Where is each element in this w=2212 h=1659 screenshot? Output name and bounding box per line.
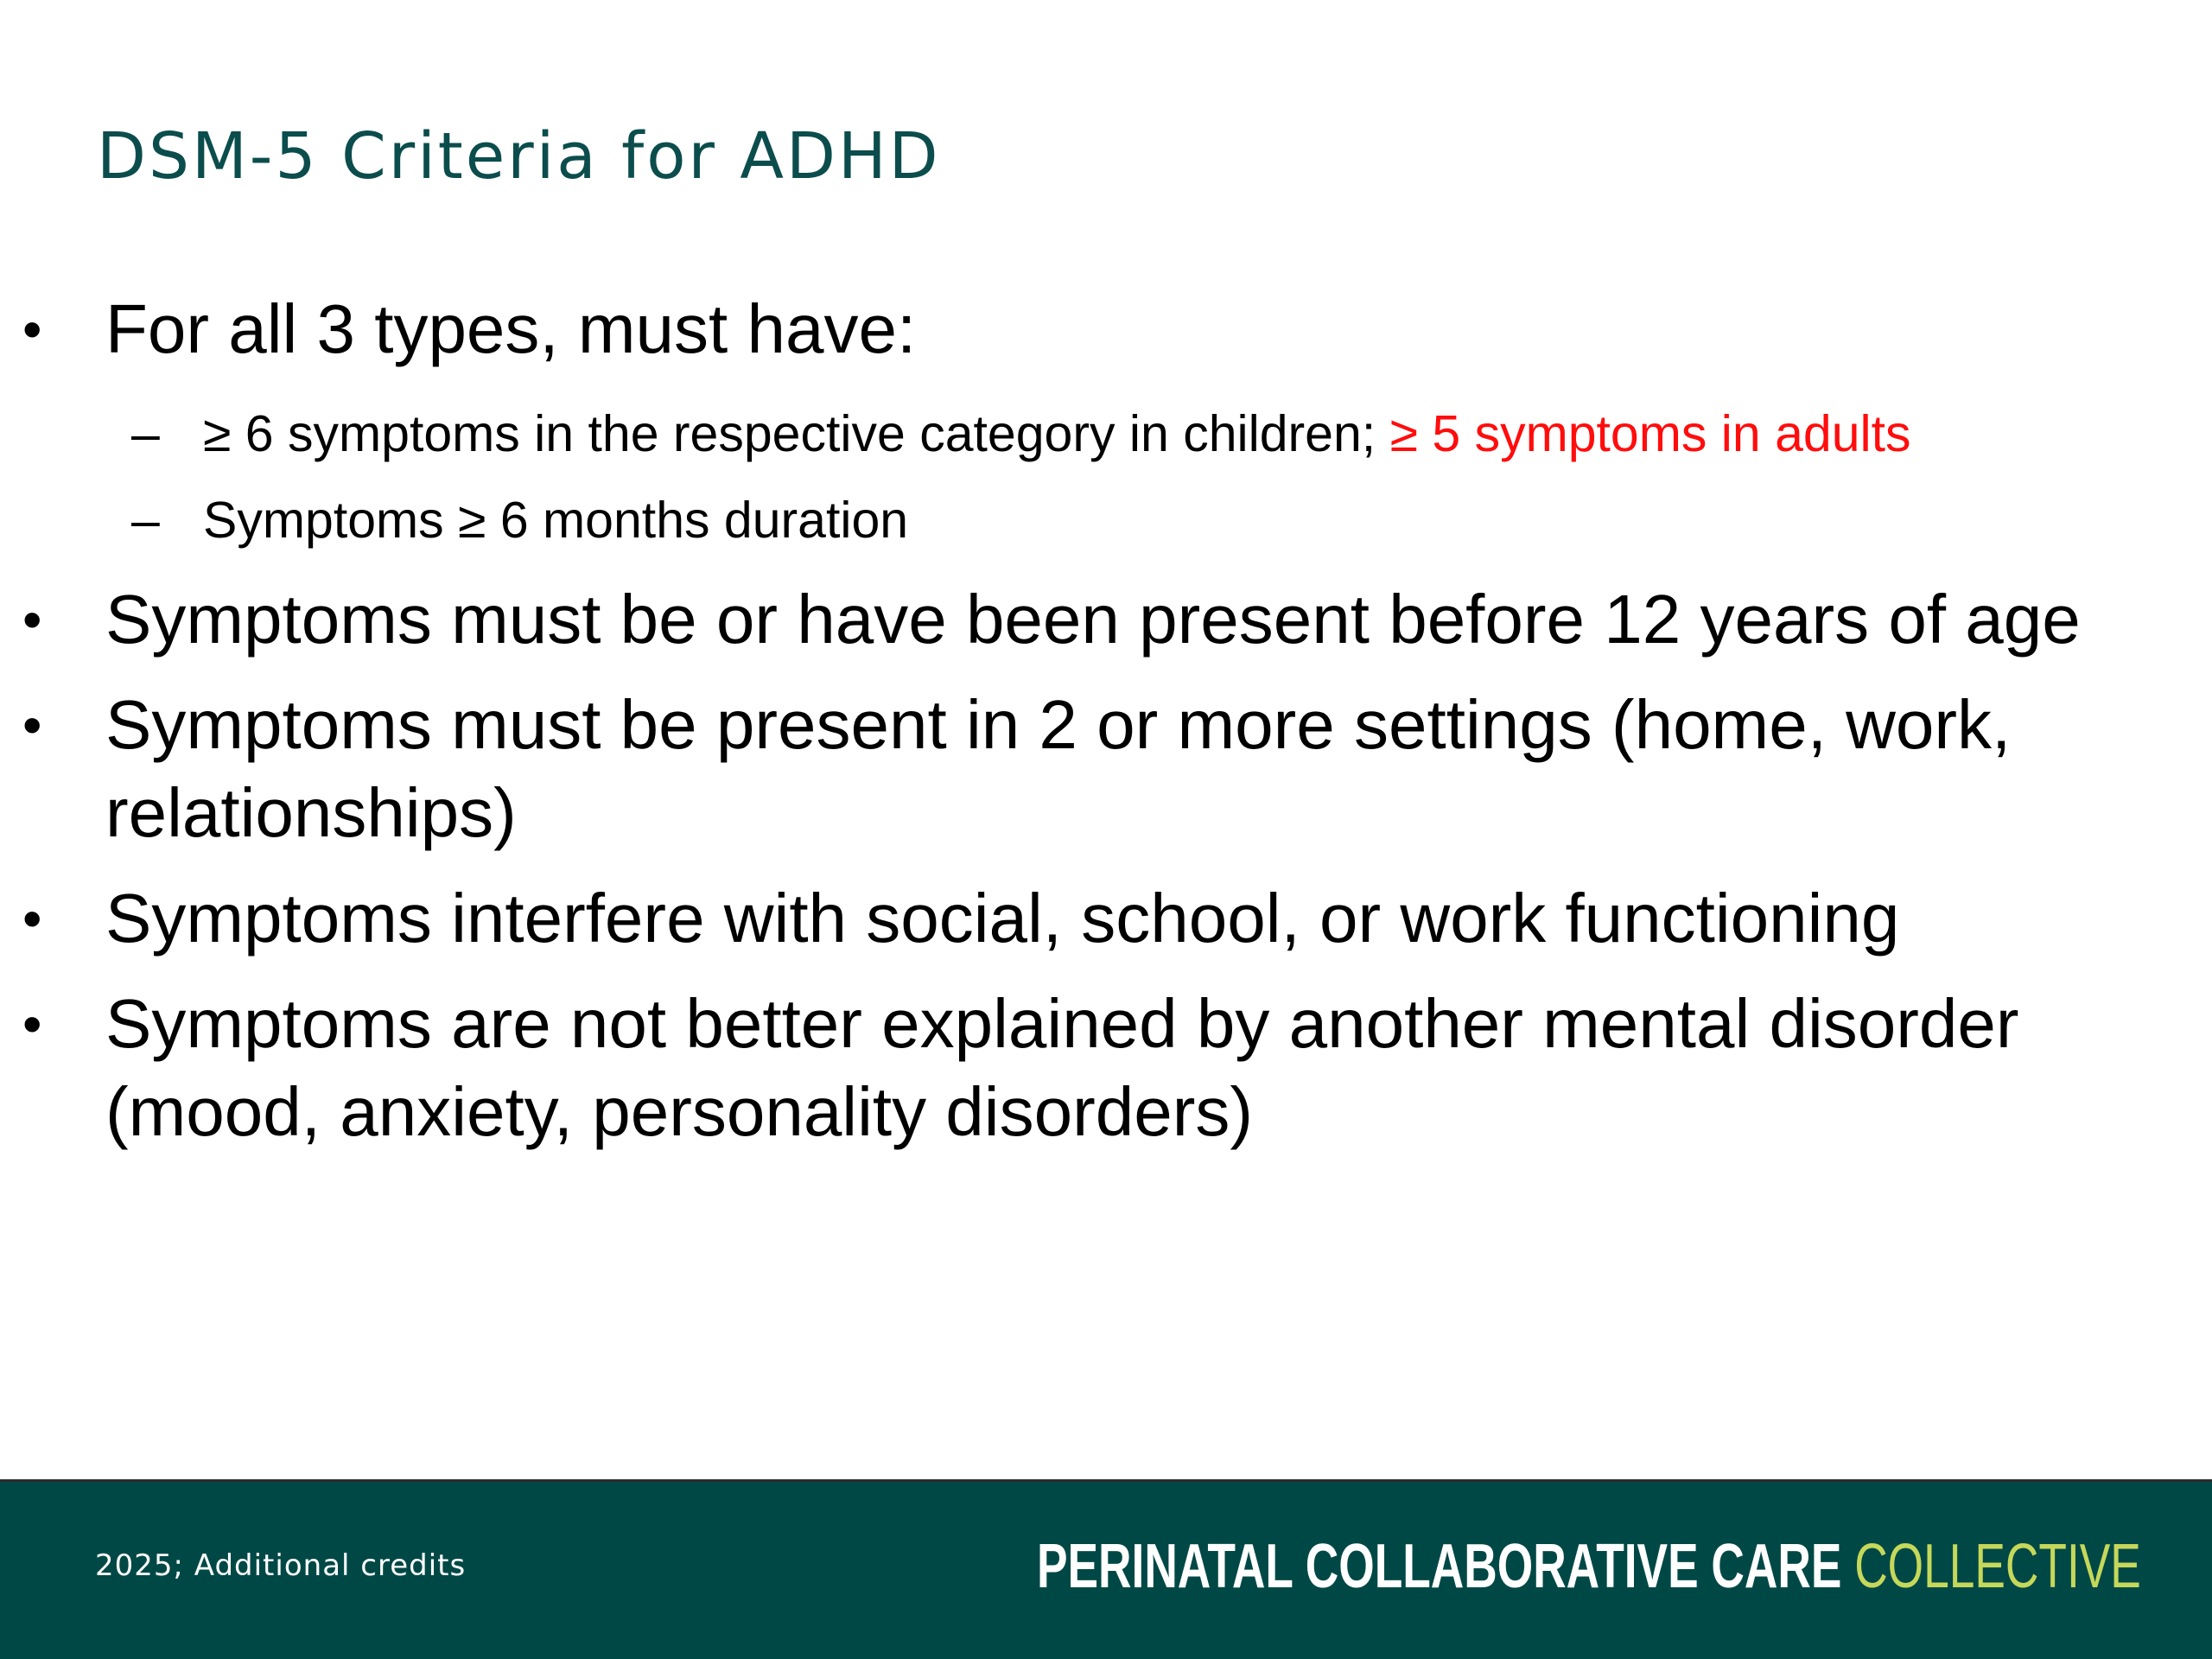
bullet-text: Symptoms interfere with social, school, or work functioning <box>105 880 1900 957</box>
bullet-mark: • <box>22 588 42 651</box>
bullet-mark: • <box>22 298 42 360</box>
dash-mark: – <box>131 405 160 462</box>
sub-bullet-text: Symptoms ≥ 6 months duration <box>203 492 909 549</box>
bullet-text: Symptoms must be present in 2 or more settings (home, work, relationships) <box>105 686 2012 851</box>
bullet-item <box>0 874 2186 963</box>
bullet-mark: • <box>22 993 42 1055</box>
sub-bullet-item <box>0 391 2186 477</box>
sub-bullet-text: ≥ 6 symptoms in the respective category in children; <box>203 405 1390 462</box>
dash-mark: – <box>131 492 160 549</box>
footer-bar <box>0 1479 2212 1659</box>
bullet-item <box>0 681 2186 857</box>
bullet-list <box>0 285 2186 1173</box>
bullet-mark: • <box>22 887 42 950</box>
bullet-item <box>0 980 2186 1156</box>
footer-credits: 2025; Additional credits <box>95 1548 467 1583</box>
organization-logo <box>1037 1532 2141 1601</box>
sub-bullet-list <box>0 391 2186 563</box>
sub-bullet-item <box>0 477 2186 563</box>
bullet-item <box>0 575 2186 664</box>
bullet-mark: • <box>22 694 42 756</box>
slide-title: DSM-5 Criteria for ADHD <box>97 119 941 194</box>
logo-primary-text: PERINATAL COLLABORATIVE CARE <box>1037 1532 1842 1601</box>
bullet-text: For all 3 types, must have: <box>105 290 917 367</box>
bullet-item <box>0 285 2186 373</box>
logo-secondary-text: COLLECTIVE <box>1854 1532 2141 1601</box>
bullet-text: Symptoms must be or have been present before 12 years of age <box>105 581 2081 658</box>
sub-bullet-highlight: ≥ 5 symptoms in adults <box>1389 405 1911 462</box>
bullet-text: Symptoms are not better explained by another mental disorder (mood, anxiety, personality disorders) <box>105 985 2019 1150</box>
